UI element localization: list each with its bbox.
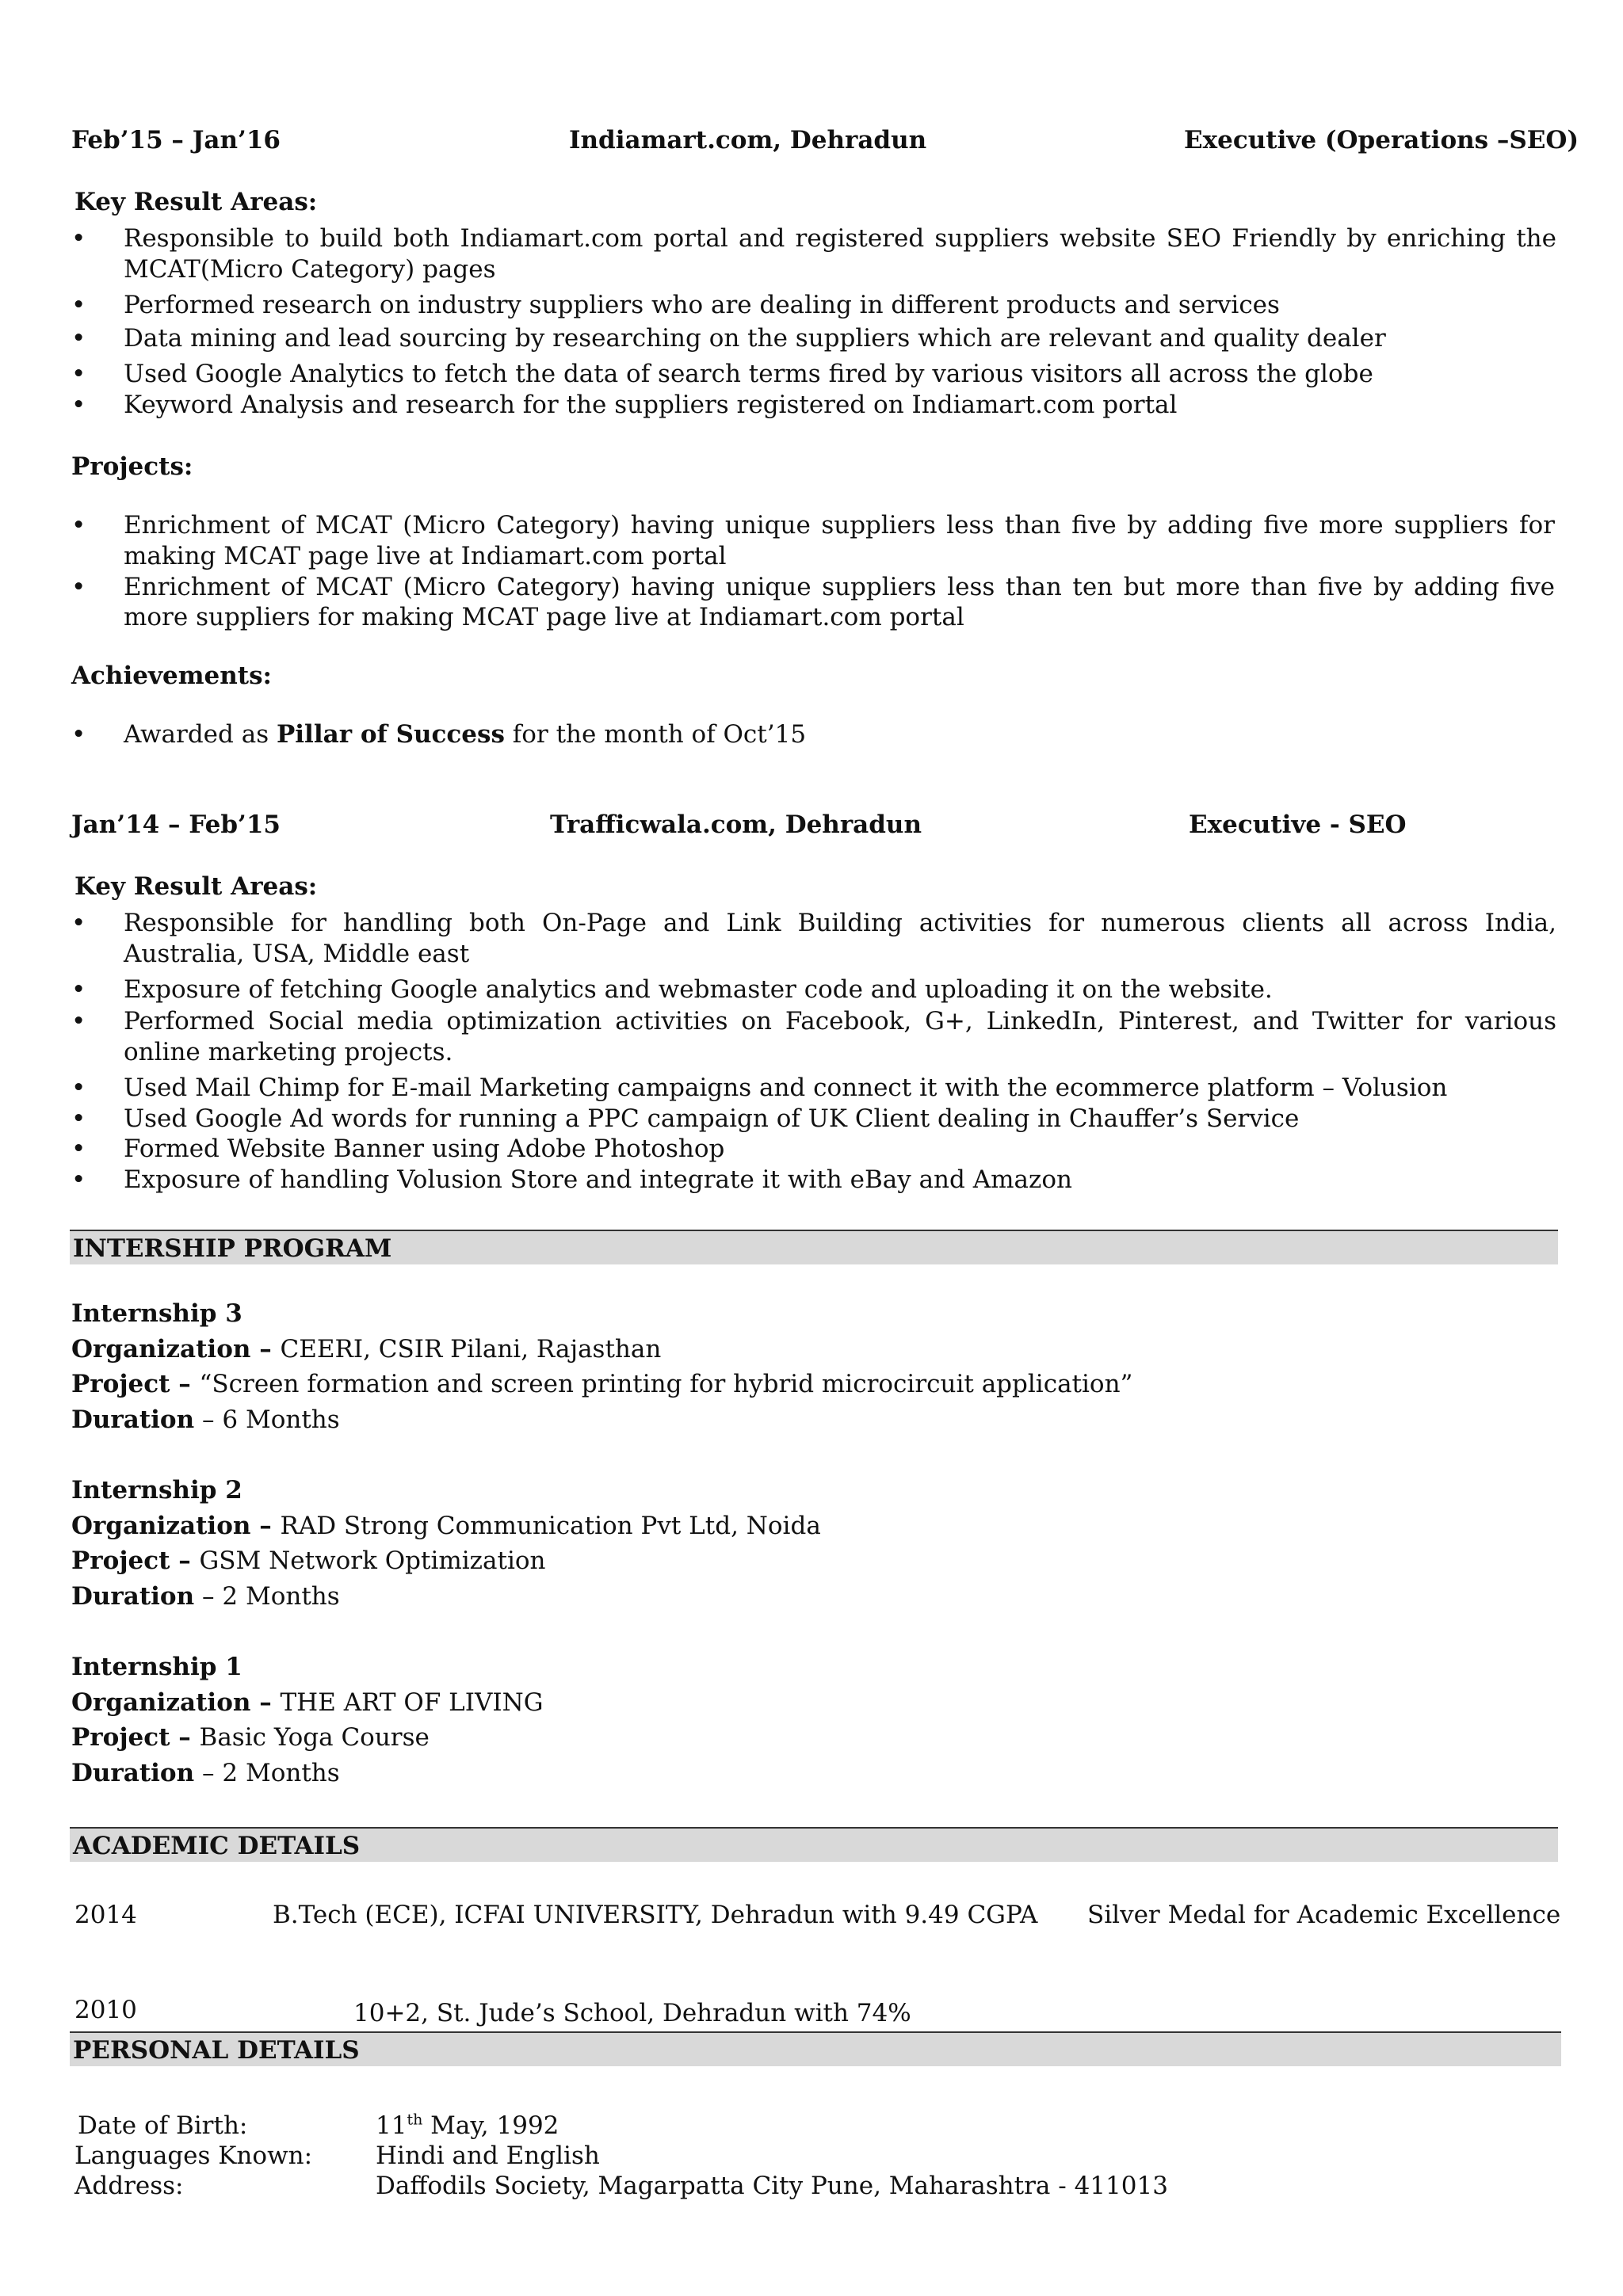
bullet-icon: • bbox=[71, 360, 86, 388]
job2-kra-list bbox=[71, 908, 1556, 1196]
internship-project: GSM Network Optimization bbox=[199, 1547, 546, 1575]
academic-year: 2010 bbox=[74, 1996, 137, 2024]
academic-heading: ACADEMIC DETAILS bbox=[70, 1827, 1558, 1862]
job2-kra-label: Key Result Areas: bbox=[74, 872, 318, 901]
internship-organization: THE ART OF LIVING bbox=[280, 1688, 544, 1717]
internship-organization: RAD Strong Communication Pvt Ltd, Noida bbox=[280, 1511, 821, 1540]
academic-year: 2014 bbox=[74, 1901, 137, 1929]
job2-dates: Jan’14 – Feb’15 bbox=[71, 810, 281, 839]
internship-2: Internship 2 Organization – RAD Strong Communication Pvt Ltd, Noida Project – GSM Network Optimization Duration – 2 Months bbox=[71, 1473, 821, 1614]
bullet-icon: • bbox=[71, 324, 86, 353]
internship-heading: INTERSHIP PROGRAM bbox=[70, 1230, 1558, 1264]
languages-value: Hindi and English bbox=[376, 2142, 600, 2170]
bullet-icon: • bbox=[71, 1104, 86, 1133]
dob-value: 11th May, 1992 bbox=[376, 2111, 559, 2140]
job1-achievements-label: Achievements: bbox=[71, 662, 272, 690]
list-item: • Keyword Analysis and research for the suppliers registered on Indiamart.com portal bbox=[71, 390, 1178, 419]
internship-organization: CEERI, CSIR Pilani, Rajasthan bbox=[280, 1334, 662, 1363]
bullet-icon: • bbox=[71, 511, 86, 540]
list-item: • Enrichment of MCAT (Micro Category) having unique suppliers less than five by adding five more suppliers for making MCAT page live at Indiamart.com portal bbox=[71, 511, 1555, 570]
personal-heading: PERSONAL DETAILS bbox=[70, 2031, 1561, 2066]
bullet-icon: • bbox=[71, 572, 86, 601]
job1-achievements-list bbox=[71, 719, 1555, 750]
bullet-icon: • bbox=[71, 909, 86, 937]
job1-role: Executive (Operations –SEO) bbox=[1184, 126, 1579, 154]
internship-title: Internship 3 bbox=[71, 1299, 242, 1328]
job2-role: Executive - SEO bbox=[1189, 810, 1407, 839]
bullet-icon: • bbox=[71, 1073, 86, 1102]
bullet-icon: • bbox=[71, 224, 86, 253]
bullet-icon: • bbox=[71, 290, 86, 319]
internship-duration: 2 Months bbox=[222, 1758, 340, 1787]
internship-1: Internship 1 Organization – THE ART OF LIVING Project – Basic Yoga Course Duration – 2 Months bbox=[71, 1650, 544, 1791]
internship-3: Internship 3 Organization – CEERI, CSIR Pilani, Rajasthan Project – “Screen formation and screen printing for hybrid microcircuit application” Duration – 6 Months bbox=[71, 1296, 1132, 1437]
internship-project: “Screen formation and screen printing for hybrid microcircuit application” bbox=[199, 1370, 1133, 1398]
job1-kra-label: Key Result Areas: bbox=[74, 188, 318, 216]
bullet-icon: • bbox=[71, 720, 86, 749]
list-item: • Data mining and lead sourcing by researching on the suppliers which are relevant and quality dealer bbox=[71, 324, 1386, 353]
internship-duration: 6 Months bbox=[222, 1405, 340, 1434]
academic-note: Silver Medal for Academic Excellence bbox=[1087, 1901, 1561, 1929]
address-value: Daffodils Society, Magarpatta City Pune, Maharashtra - 411013 bbox=[376, 2172, 1168, 2200]
bullet-icon: • bbox=[71, 1165, 86, 1194]
internship-title: Internship 2 bbox=[71, 1476, 242, 1505]
address-label: Address: bbox=[74, 2172, 184, 2200]
list-item: • Used Mail Chimp for E-mail Marketing campaigns and connect it with the ecommerce platform – Volusion bbox=[71, 1073, 1448, 1102]
list-item: • Performed research on industry suppliers who are dealing in different products and services bbox=[71, 290, 1280, 319]
internship-project: Basic Yoga Course bbox=[199, 1723, 430, 1752]
list-item: • Awarded as Pillar of Success for the month of Oct’15 bbox=[71, 720, 807, 749]
bullet-icon: • bbox=[71, 1135, 86, 1164]
list-item: • Exposure of fetching Google analytics and webmaster code and uploading it on the website. bbox=[71, 974, 1273, 1004]
bullet-icon: • bbox=[71, 390, 86, 419]
job1-kra-list bbox=[71, 223, 1556, 421]
languages-label: Languages Known: bbox=[74, 2142, 313, 2170]
list-item: • Enrichment of MCAT (Micro Category) having unique suppliers less than ten but more than five by adding five more suppliers for making MCAT page live at Indiamart.com portal bbox=[71, 572, 1555, 632]
job2-company: Trafficwala.com, Dehradun bbox=[550, 810, 922, 839]
bullet-icon: • bbox=[71, 974, 86, 1004]
list-item: • Performed Social media optimization activities on Facebook, G+, LinkedIn, Pinterest, and Twitter for various online marketing projects. bbox=[71, 1007, 1556, 1066]
dob-label: Date of Birth: bbox=[78, 2111, 248, 2140]
award-name: Pillar of Success bbox=[276, 720, 505, 749]
list-item: • Used Google Analytics to fetch the data of search terms fired by various visitors all across the globe bbox=[71, 360, 1373, 388]
list-item: • Exposure of handling Volusion Store and integrate it with eBay and Amazon bbox=[71, 1165, 1072, 1194]
job1-dates: Feb’15 – Jan’16 bbox=[71, 126, 281, 154]
internship-duration: 2 Months bbox=[222, 1581, 340, 1611]
bullet-icon: • bbox=[71, 1007, 86, 1036]
list-item: • Formed Website Banner using Adobe Photoshop bbox=[71, 1135, 725, 1164]
academic-degree: 10+2, St. Jude’s School, Dehradun with 74% bbox=[353, 1999, 911, 2027]
job1-projects-list bbox=[71, 510, 1555, 633]
job1-company: Indiamart.com, Dehradun bbox=[569, 126, 927, 154]
list-item: • Responsible for handling both On-Page and Link Building activities for numerous clients all across India, Australia, USA, Middle east bbox=[71, 909, 1556, 968]
job1-projects-label: Projects: bbox=[71, 452, 193, 481]
list-item: • Used Google Ad words for running a PPC campaign of UK Client dealing in Chauffer’s Service bbox=[71, 1104, 1300, 1133]
list-item: • Responsible to build both Indiamart.com portal and registered suppliers website SEO Friendly by enriching the MCAT(Micro Category) pages bbox=[71, 224, 1556, 284]
academic-degree: B.Tech (ECE), ICFAI UNIVERSITY, Dehradun with 9.49 CGPA bbox=[273, 1901, 1038, 1929]
internship-title: Internship 1 bbox=[71, 1653, 242, 1681]
